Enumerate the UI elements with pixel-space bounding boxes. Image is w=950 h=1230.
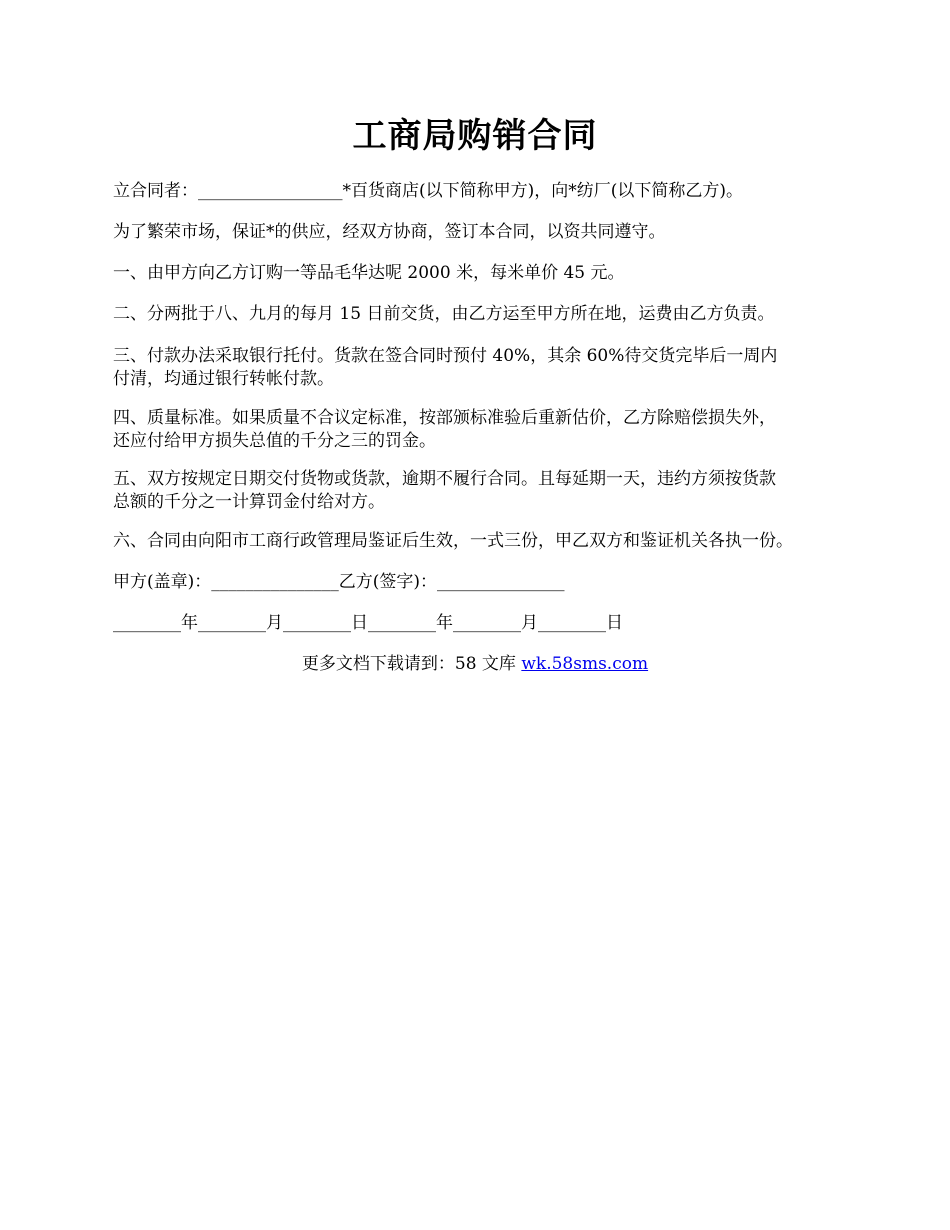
clause-3-line-2: 付清，均通过银行转帐付款。 <box>113 369 334 389</box>
clause-1 <box>113 262 853 285</box>
clause-1-line-1: 一、由甲方向乙方订购一等品毛华达呢 2000 米，每米单价 45 元。 <box>113 263 625 283</box>
clause-2 <box>113 303 853 326</box>
signature-line: 甲方(盖章)：_______________乙方(签字)：_______________ <box>113 572 565 592</box>
clause-3-line-1: 三、付款办法采取银行托付。货款在签合同时预付 40%，其余 60%待交货完毕后一周内 <box>113 346 778 366</box>
clause-6-line-1: 六、合同由向阳市工商行政管理局鉴证后生效，一式三份，甲乙双方和鉴证机关各执一份。 <box>113 531 793 551</box>
footer-link[interactable]: wk.58sms.com <box>521 654 649 674</box>
clause-4-line-2: 还应付给甲方损失总值的千分之三的罚金。 <box>113 431 436 451</box>
footer <box>0 653 950 676</box>
preamble-paragraph: 为了繁荣市场，保证*的供应，经双方协商，签订本合同，以资共同遵守。 <box>113 222 666 242</box>
date-line: ________年________月________日________年________月________日 <box>113 613 623 633</box>
opening-paragraph: 立合同者：_________________*百货商店(以下简称甲方)，向*纺厂(以下简称乙方)。 <box>113 181 744 201</box>
clause-6 <box>113 530 853 553</box>
clause-4 <box>113 407 853 453</box>
clause-3 <box>113 345 853 391</box>
clause-2-line-1: 二、分两批于八、九月的每月 15 日前交货，由乙方运至甲方所在地，运费由乙方负责。 <box>113 304 775 324</box>
clause-4-line-1: 四、质量标准。如果质量不合议定标准，按部颁标准验后重新估价，乙方除赔偿损失外， <box>113 408 776 428</box>
document-title: 工商局购销合同 <box>352 116 598 156</box>
clause-5-line-1: 五、双方按规定日期交付货物或货款，逾期不履行合同。且每延期一天，违约方须按货款 <box>113 469 776 489</box>
clause-5-line-2: 总额的千分之一计算罚金付给对方。 <box>113 492 385 512</box>
footer-prefix: 更多文档下载请到：58 文库 <box>301 654 522 674</box>
clause-5 <box>113 468 853 514</box>
